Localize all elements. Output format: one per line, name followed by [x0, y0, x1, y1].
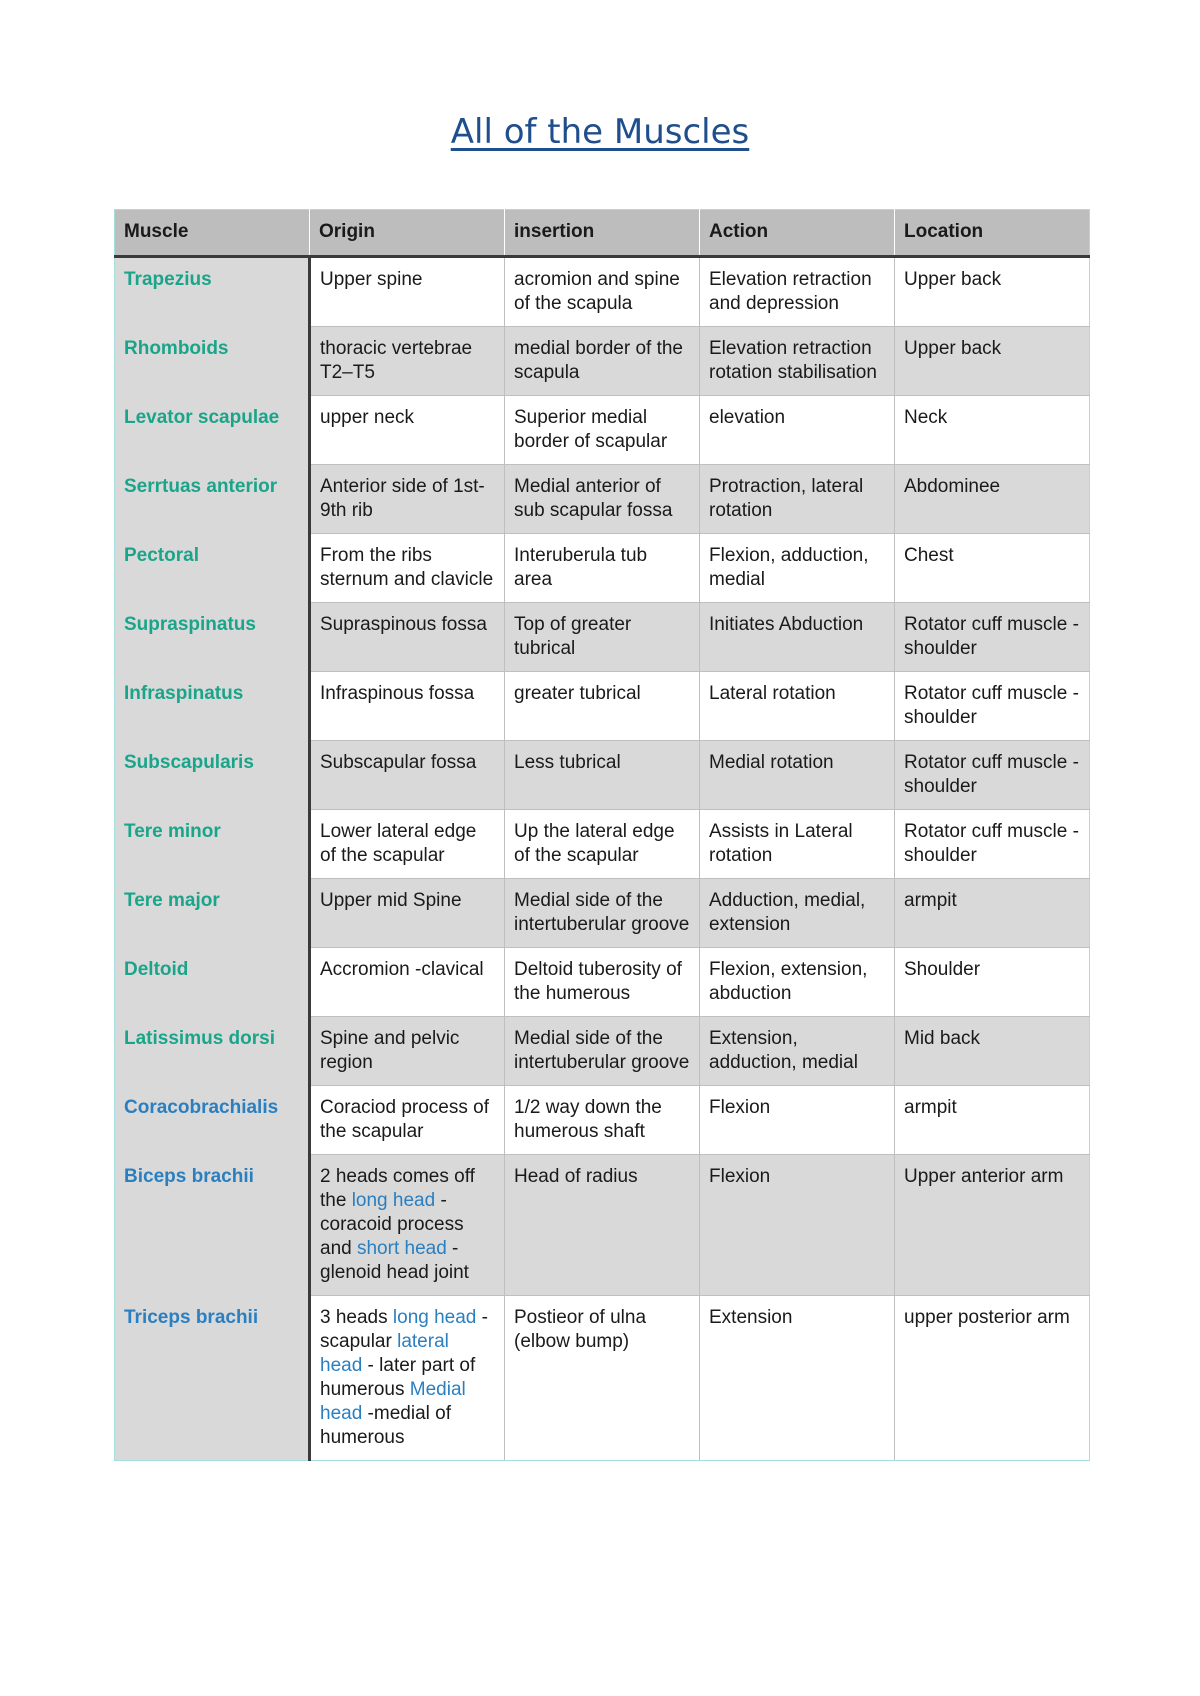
origin-cell: Lower lateral edge of the scapular — [310, 810, 505, 879]
location-cell: upper posterior arm — [895, 1296, 1090, 1461]
insertion-cell: Head of radius — [505, 1155, 700, 1296]
muscle-name: Trapezius — [115, 257, 310, 327]
location-cell: Mid back — [895, 1017, 1090, 1086]
header-origin: Origin — [310, 210, 505, 257]
table-row — [115, 879, 1090, 948]
medial-head-term: Medial head — [320, 1379, 466, 1424]
origin-cell: Anterior side of 1st-9th rib — [310, 465, 505, 534]
header-location: Location — [895, 210, 1090, 257]
origin-cell: Spine and pelvic region — [310, 1017, 505, 1086]
insertion-cell: medial border of the scapula — [505, 327, 700, 396]
muscle-name: Coracobrachialis — [115, 1086, 310, 1155]
insertion-cell: greater tubrical — [505, 672, 700, 741]
location-cell: Rotator cuff muscle - shoulder — [895, 672, 1090, 741]
page-title: All of the Muscles — [450, 112, 750, 152]
muscle-name: Latissimus dorsi — [115, 1017, 310, 1086]
location-cell: Upper back — [895, 257, 1090, 327]
insertion-cell: 1/2 way down the humerous shaft — [505, 1086, 700, 1155]
location-cell: Abdominee — [895, 465, 1090, 534]
origin-cell: Upper mid Spine — [310, 879, 505, 948]
table-row — [115, 257, 1090, 327]
muscle-name: Pectoral — [115, 534, 310, 603]
action-cell: Extension — [700, 1296, 895, 1461]
muscle-name: Levator scapulae — [115, 396, 310, 465]
header-muscle: Muscle — [115, 210, 310, 257]
origin-text: 2 heads comes off the — [320, 1166, 475, 1211]
table-row — [115, 1155, 1090, 1296]
table-row — [115, 603, 1090, 672]
insertion-cell: Medial anterior of sub scapular fossa — [505, 465, 700, 534]
origin-cell: From the ribs sternum and clavicle — [310, 534, 505, 603]
insertion-cell: Superior medial border of scapular — [505, 396, 700, 465]
table-row — [115, 534, 1090, 603]
insertion-cell: Up the lateral edge of the scapular — [505, 810, 700, 879]
table-row — [115, 810, 1090, 879]
table-row — [115, 948, 1090, 1017]
insertion-cell: Medial side of the intertuberular groove — [505, 879, 700, 948]
origin-text: - coracoid process and — [320, 1190, 464, 1259]
muscle-name: Subscapularis — [115, 741, 310, 810]
insertion-cell: acromion and spine of the scapula — [505, 257, 700, 327]
action-cell: Extension, adduction, medial — [700, 1017, 895, 1086]
insertion-cell: Deltoid tuberosity of the humerous — [505, 948, 700, 1017]
table-row — [115, 672, 1090, 741]
muscle-name: Tere major — [115, 879, 310, 948]
muscle-name: Serrtuas anterior — [115, 465, 310, 534]
action-cell: Flexion — [700, 1155, 895, 1296]
location-cell: Rotator cuff muscle - shoulder — [895, 810, 1090, 879]
action-cell: Medial rotation — [700, 741, 895, 810]
origin-cell — [310, 1155, 505, 1296]
location-cell: Shoulder — [895, 948, 1090, 1017]
origin-text: - later part of humerous — [320, 1355, 476, 1400]
insertion-cell: Medial side of the intertuberular groove — [505, 1017, 700, 1086]
long-head-term: long head — [351, 1190, 436, 1211]
location-cell: Rotator cuff muscle - shoulder — [895, 603, 1090, 672]
action-cell: Initiates Abduction — [700, 603, 895, 672]
action-cell: Lateral rotation — [700, 672, 895, 741]
header-insertion: insertion — [505, 210, 700, 257]
origin-cell: Supraspinous fossa — [310, 603, 505, 672]
table-row — [115, 1017, 1090, 1086]
table-row — [115, 1296, 1090, 1461]
action-cell: Flexion, adduction, medial — [700, 534, 895, 603]
insertion-cell: Interuberula tub area — [505, 534, 700, 603]
origin-text: 3 heads — [320, 1307, 393, 1328]
origin-cell: Accromion -clavical — [310, 948, 505, 1017]
insertion-cell: Less tubrical — [505, 741, 700, 810]
table-row — [115, 465, 1090, 534]
location-cell: Upper anterior arm — [895, 1155, 1090, 1296]
muscle-name: Tere minor — [115, 810, 310, 879]
insertion-cell: Postieor of ulna (elbow bump) — [505, 1296, 700, 1461]
muscle-name: Deltoid — [115, 948, 310, 1017]
short-head-term: short head — [356, 1238, 447, 1259]
muscle-name: Biceps brachii — [115, 1155, 310, 1296]
origin-cell: Subscapular fossa — [310, 741, 505, 810]
action-cell: Adduction, medial, extension — [700, 879, 895, 948]
location-cell: armpit — [895, 1086, 1090, 1155]
table-header-row — [115, 210, 1090, 257]
location-cell: Rotator cuff muscle - shoulder — [895, 741, 1090, 810]
location-cell: Upper back — [895, 327, 1090, 396]
muscle-name: Rhomboids — [115, 327, 310, 396]
long-head-term: long head — [392, 1307, 477, 1328]
muscle-name: Infraspinatus — [115, 672, 310, 741]
location-cell: Chest — [895, 534, 1090, 603]
origin-cell: upper neck — [310, 396, 505, 465]
origin-text: -medial of humerous — [320, 1403, 451, 1448]
table-row — [115, 1086, 1090, 1155]
muscle-name: Triceps brachii — [115, 1296, 310, 1461]
insertion-cell: Top of greater tubrical — [505, 603, 700, 672]
origin-cell — [310, 1296, 505, 1461]
origin-cell: Infraspinous fossa — [310, 672, 505, 741]
header-action: Action — [700, 210, 895, 257]
action-cell: Flexion, extension, abduction — [700, 948, 895, 1017]
action-cell: Assists in Lateral rotation — [700, 810, 895, 879]
muscles-table — [114, 209, 1090, 1461]
table-row — [115, 396, 1090, 465]
lateral-head-term: lateral head — [320, 1331, 449, 1376]
table-row — [115, 327, 1090, 396]
origin-text: -scapular — [320, 1307, 488, 1352]
action-cell: Elevation retraction rotation stabilisation — [700, 327, 895, 396]
location-cell: Neck — [895, 396, 1090, 465]
action-cell: Flexion — [700, 1086, 895, 1155]
origin-cell: thoracic vertebrae T2–T5 — [310, 327, 505, 396]
origin-cell: Upper spine — [310, 257, 505, 327]
origin-text: - glenoid head joint — [320, 1238, 469, 1283]
location-cell: armpit — [895, 879, 1090, 948]
origin-cell: Coraciod process of the scapular — [310, 1086, 505, 1155]
action-cell: Protraction, lateral rotation — [700, 465, 895, 534]
action-cell: elevation — [700, 396, 895, 465]
table-row — [115, 741, 1090, 810]
action-cell: Elevation retraction and depression — [700, 257, 895, 327]
muscle-name: Supraspinatus — [115, 603, 310, 672]
